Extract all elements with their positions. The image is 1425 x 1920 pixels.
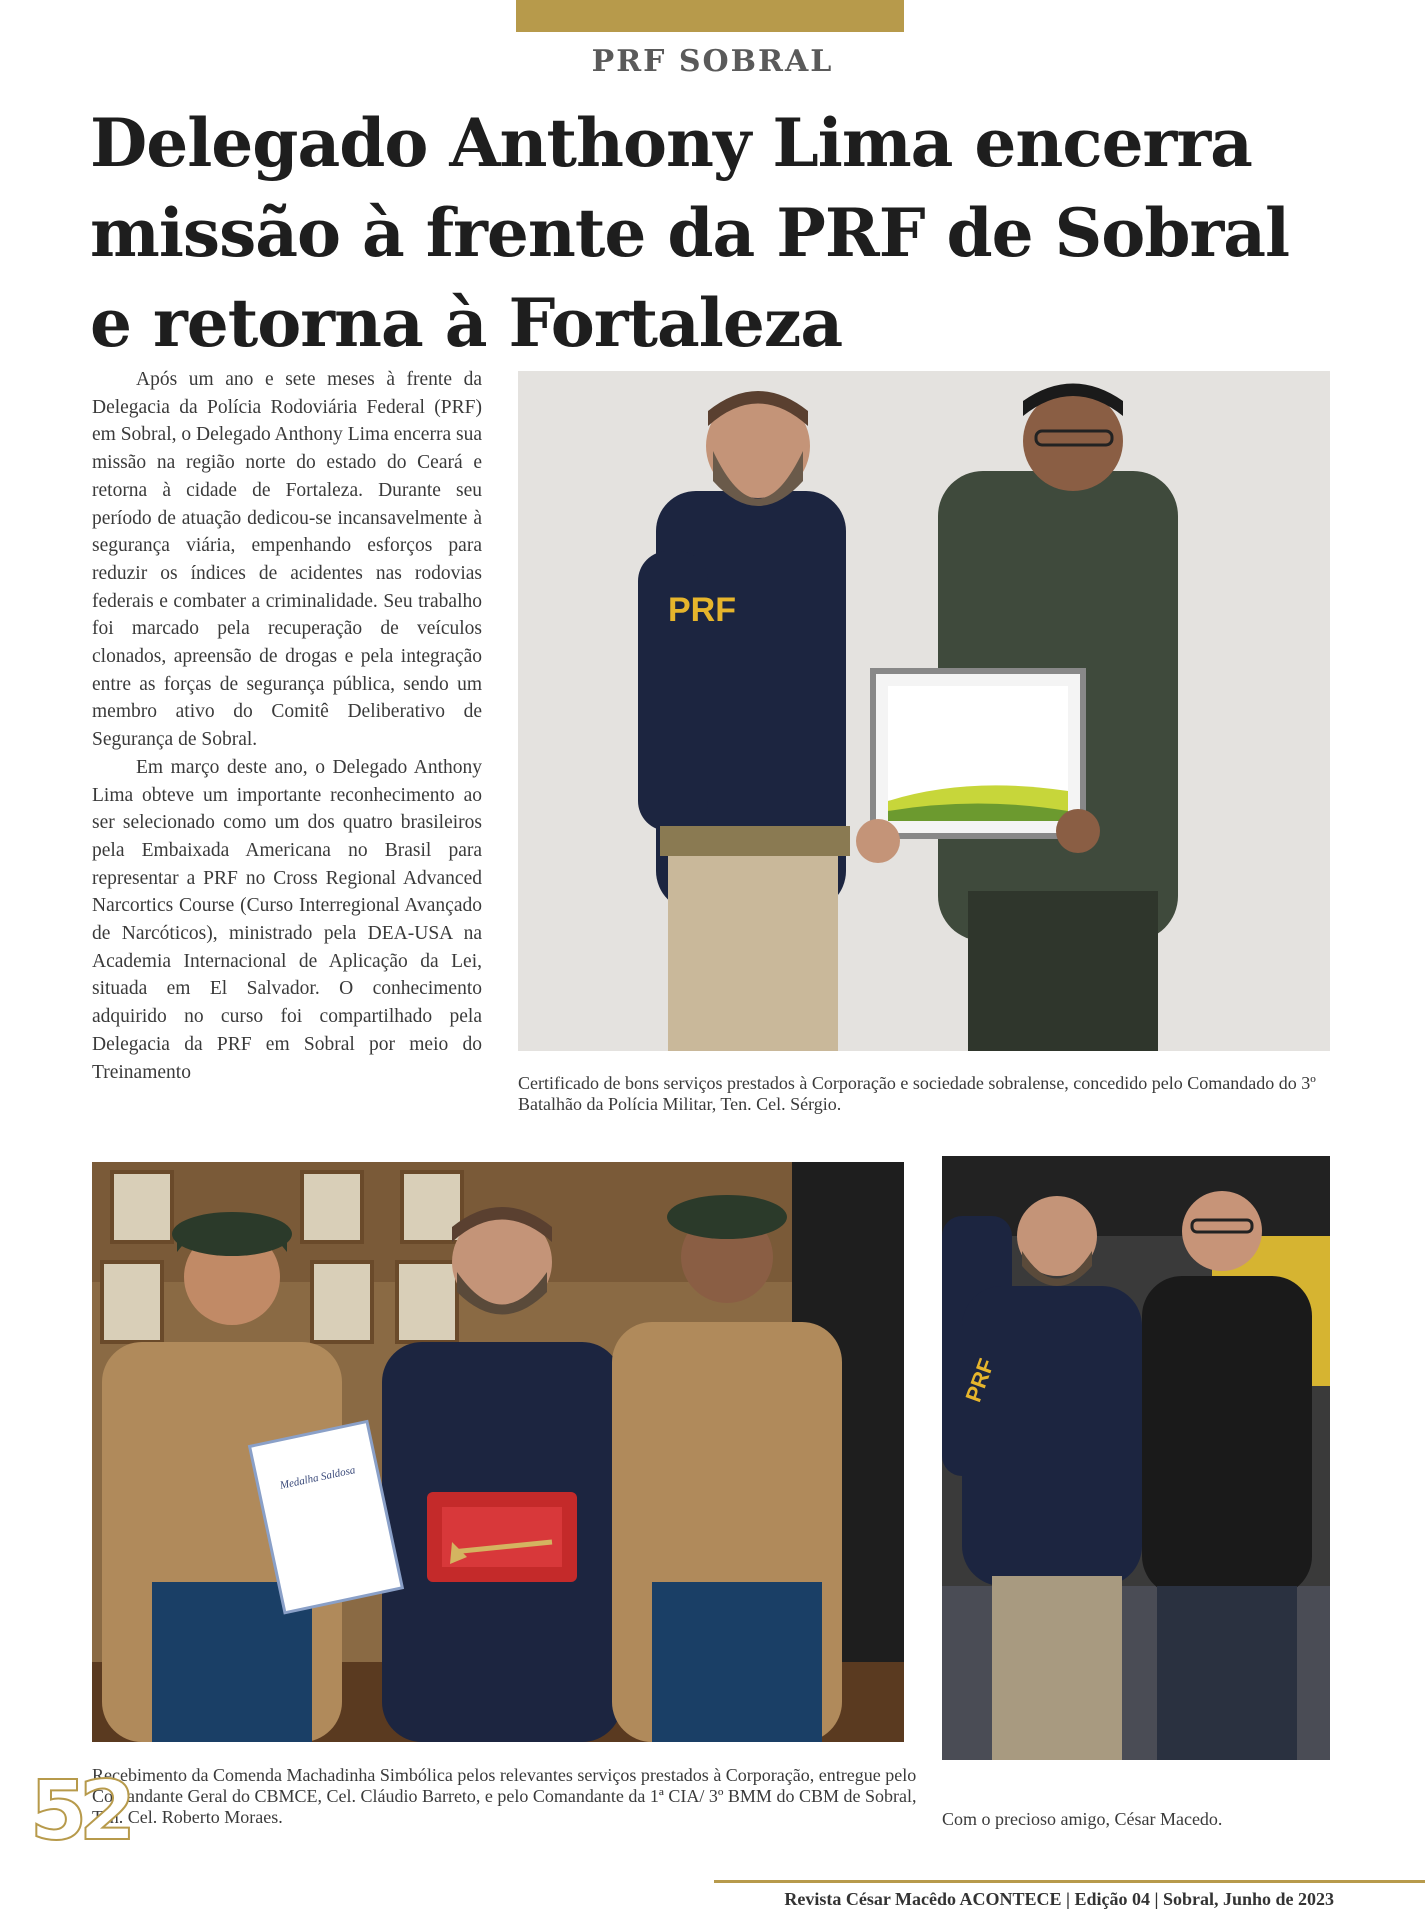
body-paragraph-1: Após um ano e sete meses à frente da Delegacia da Polícia Rodoviária Federal (PRF) em Sobral, o Delegado Anthony Lima encerra sua missão na região norte do estado do Ceará e retorna à cidade de Fortaleza. Durante seu período de atuação dedicou-se incansavelmente à segurança viária, empenhando esforços para reduzir os índices de acidentes nas rodovias federais e combater a criminalidade. Seu trabalho foi marcado pela recuperação de veículos clonados, apreensão de drogas e pela integração entre as forças de segurança pública, sendo um membro ativo do Comitê Deliberativo de Segurança de Sobral.: [92, 369, 482, 751]
photo-with-friend: [942, 1156, 1330, 1760]
photo-3-caption: Com o precioso amigo, César Macedo.: [942, 1809, 1223, 1829]
photo-2-caption: Recebimento da Comenda Machadinha Simbólica pelos relevantes serviços prestados à Corporação, entregue pelo Comandante Geral do CBMCE, Cel. Cláudio Barreto, e pelo Comandante da 1ª CIA/ 3º BMM do CBM de Sobral, Ten. Cel. Roberto Moraes.: [92, 1765, 917, 1827]
photo-certificate-handover: [518, 371, 1330, 1051]
prf-sleeve-text: PRF: [960, 1355, 1000, 1406]
article-headline: Delegado Anthony Lima encerra missão à frente da PRF de Sobral e retorna à Fortaleza: [90, 104, 1290, 362]
article-body: [92, 366, 482, 1086]
footer-rule: [714, 1880, 1425, 1883]
certificate-text: Medalha Saldosa: [278, 1464, 357, 1492]
photo-1-caption: Certificado de bons serviços prestados à Corporação e sociedade sobralense, concedido pelo Comandado do 3º Batalhão da Polícia Militar, Ten. Cel. Sérgio.: [518, 1073, 1316, 1114]
photo-machadinha-award: [92, 1162, 904, 1742]
body-paragraph-2: Em março deste ano, o Delegado Anthony Lima obteve um importante reconhecimento ao ser selecionado como um dos quatro brasileiros pela Embaixada Americana no Brasil para representar a PRF no Cross Regional Advanced Narcortics Course (Curso Interregional Avançado de Narcóticos), ministrado pela DEA-USA na Academia Internacional de Aplicação da Lei, situada em El Salvador. O conhecimento adquirido no curso foi compartilhado pela Delegacia da PRF em Sobral por meio do Treinamento: [92, 756, 482, 1083]
footer-publication-info: Revista César Macêdo ACONTECE | Edição 04 | Sobral, Junho de 2023: [784, 1889, 1334, 1909]
section-label: PRF SOBRAL: [591, 44, 834, 79]
top-gold-bar: [516, 0, 904, 32]
prf-badge-text: PRF: [668, 591, 736, 629]
page-number: 52: [30, 1764, 129, 1859]
